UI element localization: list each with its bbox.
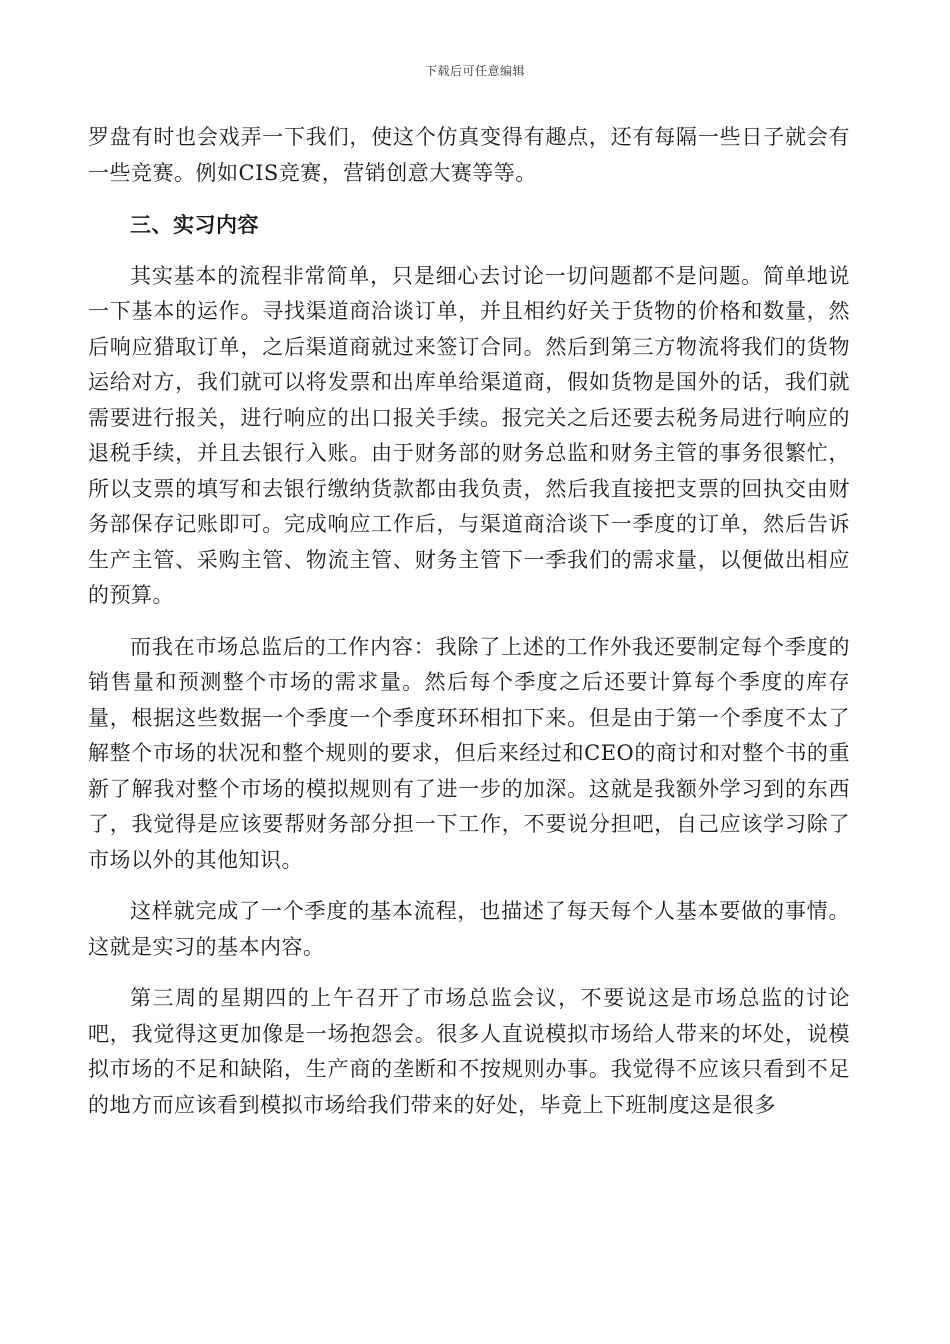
paragraph-meeting: 第三周的星期四的上午召开了市场总监会议，不要说这是市场总监的讨论吧，我觉得这更加像是一场抱怨会。很多人直说模拟市场给人带来的坏处，说模拟市场的不足和缺陷，生产商的垄断和不按规则办事。我觉得不应该只看到不足的地方而应该看到模拟市场给我们带来的好处，毕竟上下班制度这是很多	[88, 986, 850, 1117]
paragraph-workflow: 其实基本的流程非常简单，只是细心去讨论一切问题都不是问题。简单地说一下基本的运作。寻找渠道商洽谈订单，并且相约好关于货物的价格和数量，然后响应猎取订单，之后渠道商就过来签订合同。然后到第三方物流将我们的货物运给对方，我们就可以将发票和出库单给渠道商，假如货物是国外的话，我们就需要进行报关，进行响应的出口报关手续。报完关之后还要去税务局进行响应的退税手续，并且去银行入账。由于财务部的财务总监和财务主管的事务很繁忙，所以支票的填写和去银行缴纳货款都由我负责，然后我直接把支票的回执交由财务部保存记账即可。完成响应工作后，与渠道商洽谈下一季度的订单，然后告诉生产主管、采购主管、物流主管、财务主管下一季我们的需求量，以便做出相应的预算。	[88, 263, 850, 607]
document-body	[88, 120, 850, 1139]
section-heading: 三、实习内容	[130, 212, 259, 237]
paragraph-continuation: 罗盘有时也会戏弄一下我们，使这个仿真变得有趣点，还有每隔一些日子就会有一些竞赛。例如CIS竞赛，营销创意大赛等等。	[88, 125, 850, 185]
paragraph-market-director: 而我在市场总监后的工作内容：我除了上述的工作外我还要制定每个季度的销售量和预测整个市场的需求量。然后每个季度之后还要计算每个季度的库存量，根据这些数据一个季度一个季度环环相扣下来。但是由于第一个季度不太了解整个市场的状况和整个规则的要求，但后来经过和CEO的商讨和对整个书的重新了解我对整个市场的模拟规则有了进一步的加深。这就是我额外学习到的东西了，我觉得是应该要帮财务部分担一下工作，不要说分担吧，自己应该学习除了市场以外的其他知识。	[88, 634, 850, 872]
page-header: 下载后可任意编辑	[424, 64, 525, 78]
paragraph-summary: 这样就完成了一个季度的基本流程，也描述了每天每个人基本要做的事情。这就是实习的基本内容。	[88, 899, 850, 959]
